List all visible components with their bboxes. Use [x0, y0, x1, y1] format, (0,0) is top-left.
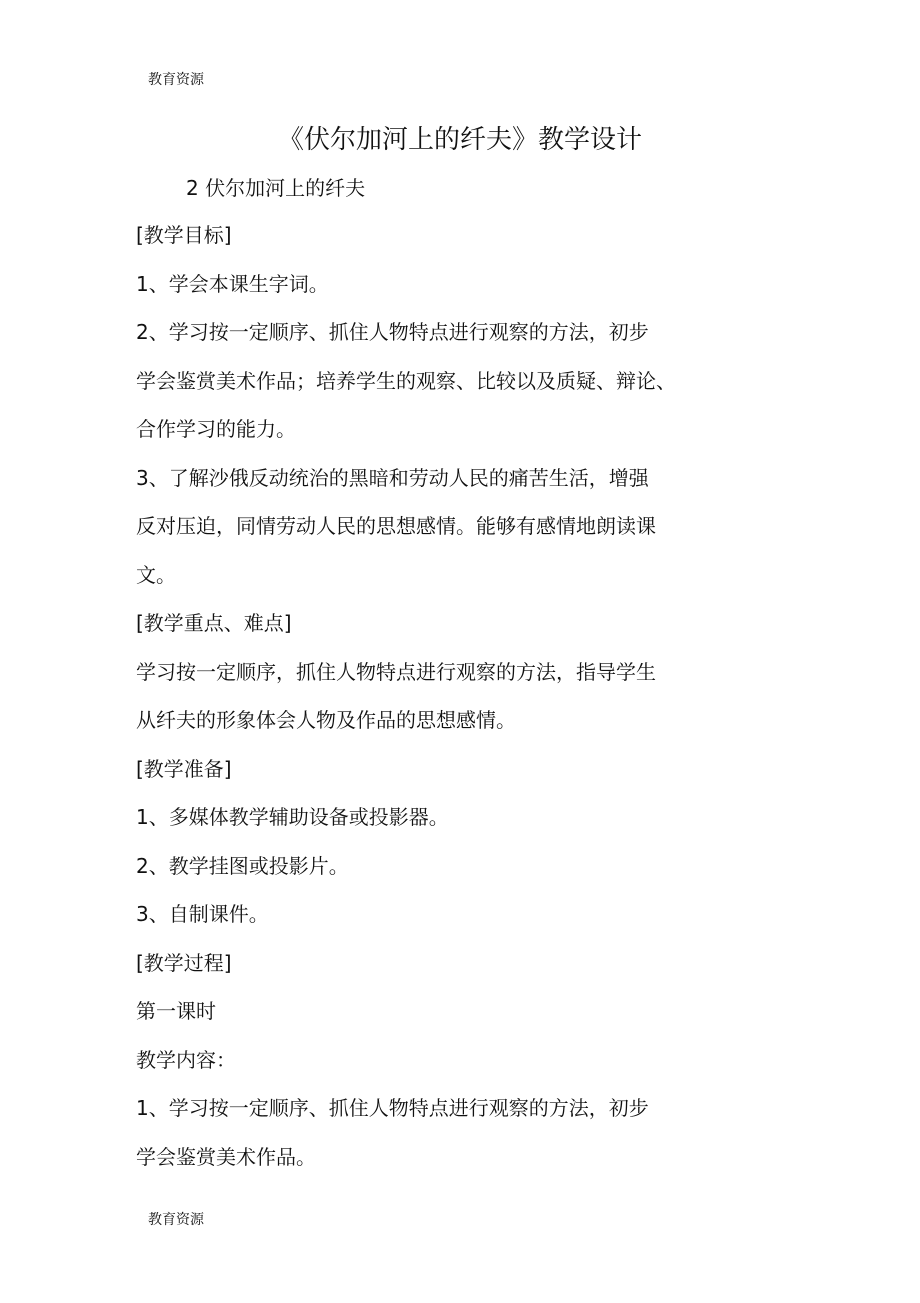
text-line: [教学过程] [136, 950, 232, 975]
text-line: [教学重点、难点] [136, 611, 292, 635]
header-note: 教育资源 [148, 72, 204, 88]
text-line: 教学内容： [136, 1047, 236, 1072]
text-line: 反对压迫，同情劳动人民的思想感情。能够有感情地朗读课 [136, 514, 656, 538]
document-title: 《伏尔加河上的纤夫》教学设计 [277, 125, 642, 155]
text-line: [教学目标] [136, 223, 232, 247]
text-line: 合作学习的能力。 [136, 417, 296, 441]
text-line: 第一课时 [136, 999, 216, 1023]
text-line: 文。 [136, 562, 176, 587]
text-line: 3、了解沙俄反动统治的黑暗和劳动人民的痛苦生活，增强 [136, 465, 649, 490]
document-subtitle: 2 伏尔加河上的纤夫 [186, 176, 366, 200]
text-line: 1、多媒体教学辅助设备或投影器。 [136, 805, 449, 829]
text-line: 3、自制课件。 [136, 902, 269, 926]
text-line: 学会鉴赏美术作品；培养学生的观察、比较以及质疑、辩论、 [136, 368, 676, 393]
text-line: 1、学会本课生字词。 [136, 271, 329, 296]
text-line: 学会鉴赏美术作品。 [136, 1144, 316, 1169]
document-body [136, 218, 736, 1188]
text-line: 学习按一定顺序，抓住人物特点进行观察的方法，指导学生 [136, 659, 656, 684]
footer-note: 教育资源 [148, 1212, 204, 1228]
text-line: [教学准备] [136, 756, 232, 781]
text-line: 2、教学挂图或投影片。 [136, 853, 349, 878]
text-line: 从纤夫的形象体会人物及作品的思想感情。 [136, 708, 516, 732]
text-line: 1、学习按一定顺序、抓住人物特点进行观察的方法，初步 [136, 1096, 649, 1120]
text-line: 2、学习按一定顺序、抓住人物特点进行观察的方法，初步 [136, 320, 649, 344]
